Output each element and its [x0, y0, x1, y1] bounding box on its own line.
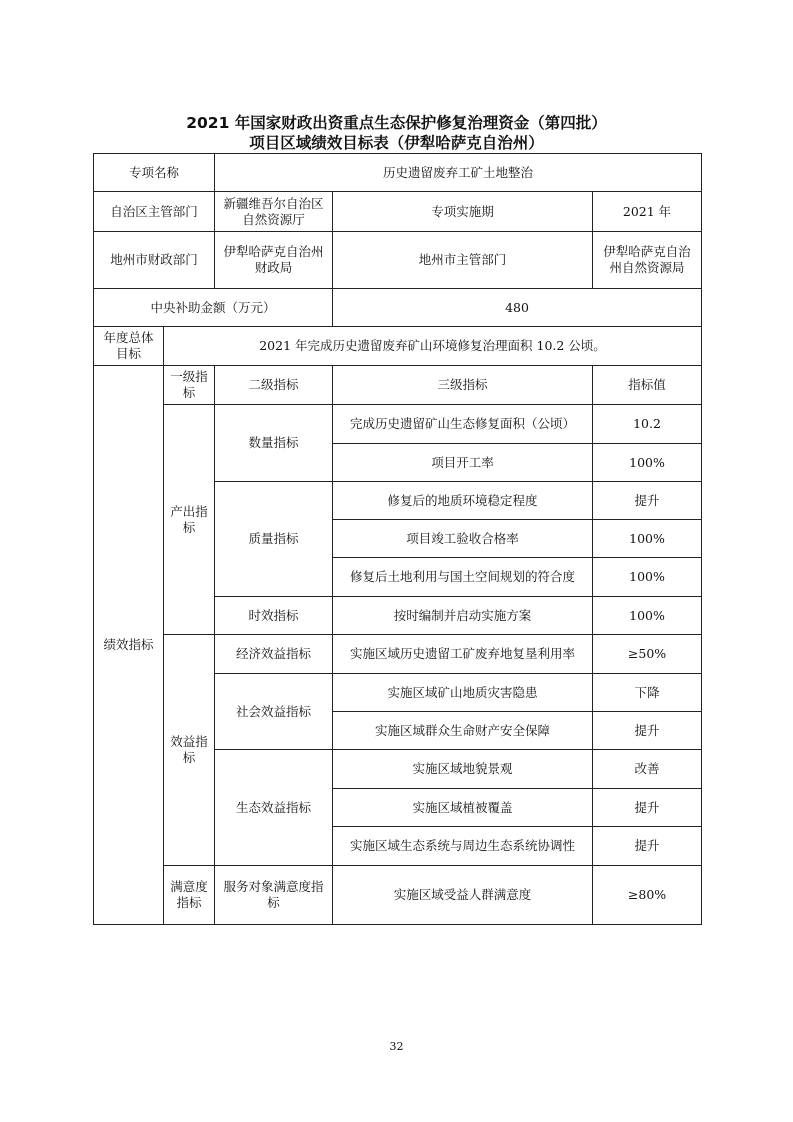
table-row [94, 327, 702, 366]
period-label: 专项实施期 [333, 192, 593, 232]
table-row [94, 405, 702, 444]
value-cell: 改善 [593, 750, 702, 789]
level1-benefit: 效益指标 [164, 635, 215, 866]
level3-cell: 实施区域地貌景观 [333, 750, 593, 789]
annual-goal-label: 年度总体目标 [94, 327, 164, 366]
value-cell: 100% [593, 597, 702, 635]
value-cell: 100% [593, 520, 702, 558]
value-cell: ≥50% [593, 635, 702, 674]
level3-cell: 实施区域受益人群满意度 [333, 866, 593, 925]
level3-cell: 完成历史遗留矿山生态修复面积（公顷） [333, 405, 593, 444]
level2-social: 社会效益指标 [215, 674, 333, 750]
level2-service: 服务对象满意度指标 [215, 866, 333, 925]
value-cell: 100% [593, 558, 702, 597]
performance-target-table [93, 153, 702, 925]
indicator-category: 绩效指标 [94, 366, 164, 925]
table-row [94, 232, 702, 289]
level3-cell: 实施区域群众生命财产安全保障 [333, 712, 593, 750]
page-title-line1: 2021 年国家财政出资重点生态保护修复治理资金（第四批） [186, 114, 607, 132]
table-row [94, 289, 702, 327]
value-cell: 下降 [593, 674, 702, 712]
project-name-value: 历史遗留废弃工矿土地整治 [215, 154, 702, 192]
value-cell: 提升 [593, 482, 702, 520]
value-cell: 10.2 [593, 405, 702, 444]
page-number: 32 [389, 1040, 404, 1053]
subsidy-value: 480 [333, 289, 702, 327]
level3-cell: 实施区域历史遗留工矿废弃地复垦利用率 [333, 635, 593, 674]
level2-ecological: 生态效益指标 [215, 750, 333, 866]
value-cell: 提升 [593, 712, 702, 750]
level3-cell: 按时编制并启动实施方案 [333, 597, 593, 635]
table-row [94, 154, 702, 192]
level2-timeliness: 时效指标 [215, 597, 333, 635]
level3-cell: 项目竣工验收合格率 [333, 520, 593, 558]
project-name-label: 专项名称 [94, 154, 215, 192]
level3-cell: 项目开工率 [333, 444, 593, 482]
region-dept-value: 新疆维吾尔自治区自然资源厅 [215, 192, 333, 232]
level3-cell: 修复后的地质环境稳定程度 [333, 482, 593, 520]
page-title-line2: 项目区域绩效目标表（伊犁哈萨克自治州） [249, 134, 544, 152]
prefecture-finance-label: 地州市财政部门 [94, 232, 215, 289]
table-row [94, 366, 702, 405]
value-cell: ≥80% [593, 866, 702, 925]
level3-cell: 实施区域生态系统与周边生态系统协调性 [333, 827, 593, 866]
header-level3: 三级指标 [333, 366, 593, 405]
prefecture-dept-value: 伊犁哈萨克自治州自然资源局 [593, 232, 702, 289]
level2-economic: 经济效益指标 [215, 635, 333, 674]
level1-satisfaction: 满意度指标 [164, 866, 215, 925]
header-level1: 一级指标 [164, 366, 215, 405]
level1-output: 产出指标 [164, 405, 215, 635]
value-cell: 提升 [593, 827, 702, 866]
level3-cell: 实施区域矿山地质灾害隐患 [333, 674, 593, 712]
level2-quality: 质量指标 [215, 482, 333, 597]
level3-cell: 实施区域植被覆盖 [333, 789, 593, 827]
header-level2: 二级指标 [215, 366, 333, 405]
value-cell: 提升 [593, 789, 702, 827]
level2-quantity: 数量指标 [215, 405, 333, 482]
prefecture-dept-label: 地州市主管部门 [333, 232, 593, 289]
region-dept-label: 自治区主管部门 [94, 192, 215, 232]
prefecture-finance-value: 伊犁哈萨克自治州财政局 [215, 232, 333, 289]
subsidy-label: 中央补助金额（万元） [94, 289, 333, 327]
level3-cell: 修复后土地利用与国土空间规划的符合度 [333, 558, 593, 597]
table-row [94, 192, 702, 232]
annual-goal-value: 2021 年完成历史遗留废弃矿山环境修复治理面积 10.2 公顷。 [164, 327, 702, 366]
period-value: 2021 年 [593, 192, 702, 232]
table-row [94, 866, 702, 925]
table-row [94, 635, 702, 674]
header-value: 指标值 [593, 366, 702, 405]
value-cell: 100% [593, 444, 702, 482]
